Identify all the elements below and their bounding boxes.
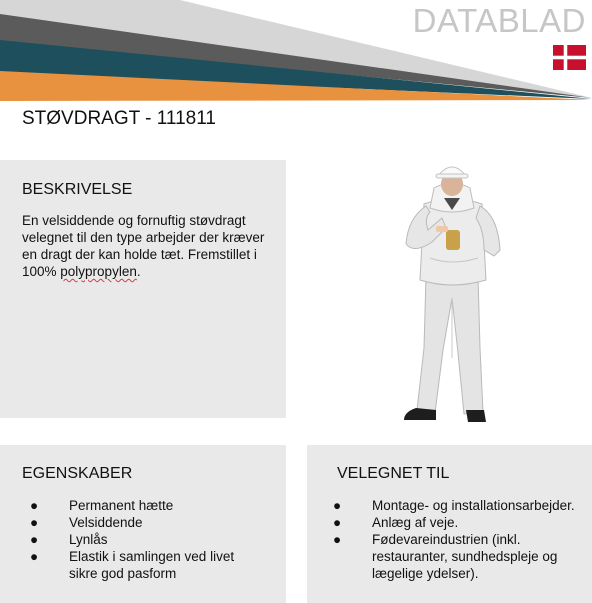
bullet-icon: ●: [30, 515, 39, 530]
spellcheck-word: polypropylen: [60, 264, 137, 279]
bullet-icon: ●: [30, 532, 39, 547]
properties-list: [30, 497, 255, 582]
description-text-main: En velsiddende og fornuftig støvdragt velegnet til den type arbejder der kræver en dragt der kan holde tæt. Fremstillet i 100%: [22, 213, 265, 279]
description-text-end: .: [136, 264, 141, 279]
list-item: ● Permanent hætte: [30, 498, 174, 513]
description-heading: BESKRIVELSE: [22, 181, 133, 198]
suited-for-heading: VELEGNET TIL: [337, 465, 450, 482]
coverall-product-photo: [390, 158, 514, 434]
bullet-icon: ●: [333, 515, 342, 530]
suited-for-list: [333, 497, 583, 582]
bullet-icon: ●: [333, 532, 342, 547]
list-item: ● Fødevareindustrien (inkl. restauranter, sundhedspleje og lægelige ydelser).: [333, 532, 558, 581]
description-text: [22, 212, 282, 280]
list-item: ● Lynlås: [30, 532, 108, 547]
properties-heading: EGENSKABER: [22, 465, 133, 482]
bullet-icon: ●: [30, 498, 39, 513]
list-item: ● Elastik i samlingen ved livet sikre god pasform: [30, 549, 235, 581]
bullet-icon: ●: [333, 498, 342, 513]
list-item: ● Anlæg af veje.: [333, 515, 459, 530]
product-title: STØVDRAGT - 111811: [22, 108, 216, 129]
denmark-flag-icon: [553, 45, 586, 70]
document-type-label: DATABLAD: [412, 2, 586, 39]
bullet-icon: ●: [30, 549, 39, 564]
list-item: ● Velsiddende: [30, 515, 143, 530]
list-item: ● Montage- og installationsarbejder.: [333, 498, 575, 513]
